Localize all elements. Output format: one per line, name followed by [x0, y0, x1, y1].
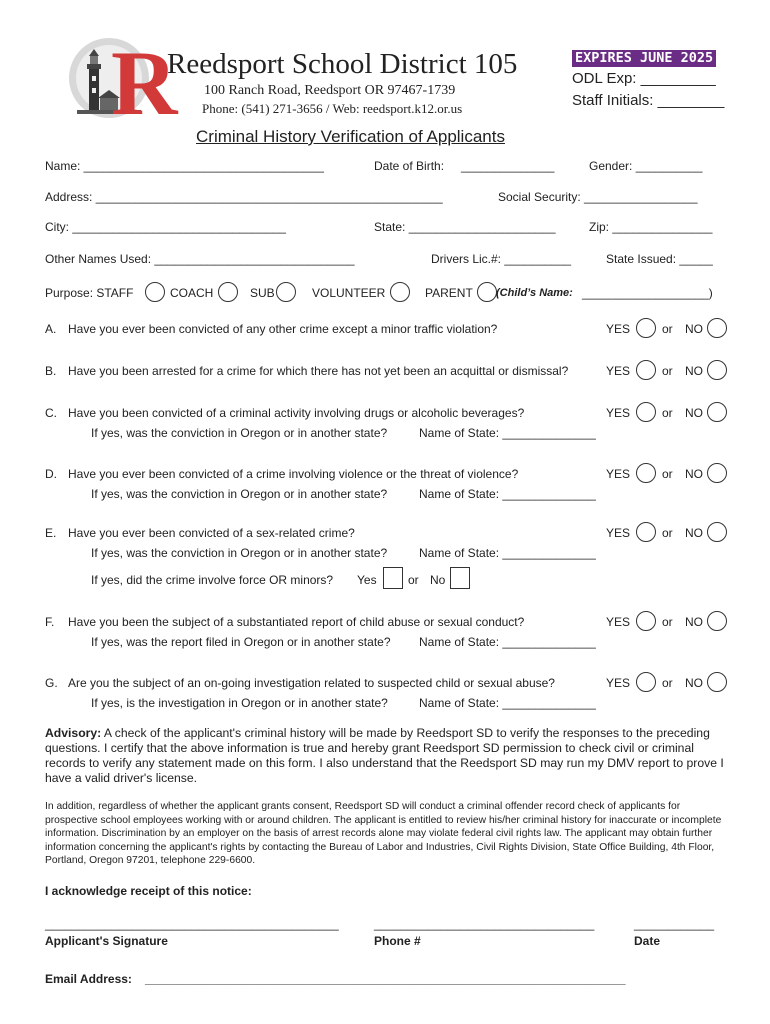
zip-field[interactable]: Zip: _______________	[589, 220, 713, 234]
or-label: or	[662, 676, 673, 690]
phone-line[interactable]: _________________________________	[374, 917, 595, 931]
yes-radio[interactable]	[636, 522, 656, 542]
no-radio[interactable]	[707, 402, 727, 422]
date-label: Date	[634, 934, 661, 948]
force-no-label: No	[430, 573, 446, 587]
notice-paragraph: In addition, regardless of whether the applicant grants consent, Reedsport SD will conduct a criminal offender record check of applicants for prospective school employees working with or around children. The applicant is entitled to review his/her criminal history for inaccurate or incomplete information. Discrimination by an employer on the basis of arrest records alone may violate federal civil rights law. The applicant may obtain further information concerning the applicant's rights by contacting the Bureau of Labor and Industries, Civil Rights Division, State Office Building, 4th Floor, Portland, Oregon 97201, telephone 229-6600.	[45, 801, 722, 866]
city-field[interactable]: City: ________________________________	[45, 220, 286, 234]
question-text: Have you been the subject of a substantiated report of child abuse or sexual conduct?	[68, 615, 525, 629]
sub-label: SUB	[250, 286, 275, 300]
question-text: Have you been arrested for a crime for which there has not yet been an acquittal or dismissal?	[68, 364, 569, 378]
gender-field[interactable]: Gender: __________	[589, 159, 703, 173]
question-text: Have you ever been convicted of any other crime except a minor traffic violation?	[68, 322, 498, 336]
phone-label: Phone #	[374, 934, 421, 948]
no-label: NO	[685, 364, 703, 378]
no-label: NO	[685, 406, 703, 420]
followup-question: If yes, was the conviction in Oregon or in another state?	[91, 487, 388, 501]
no-radio[interactable]	[707, 360, 727, 380]
name-of-state-field[interactable]: Name of State: ______________	[419, 546, 596, 560]
force-or-label: or	[408, 573, 419, 587]
no-label: NO	[685, 467, 703, 481]
district-logo	[65, 32, 178, 134]
parent-radio[interactable]	[477, 282, 497, 302]
followup-question: If yes, was the report filed in Oregon or in another state?	[91, 635, 391, 649]
no-radio[interactable]	[707, 611, 727, 631]
no-radio[interactable]	[707, 522, 727, 542]
or-label: or	[662, 615, 673, 629]
yes-radio[interactable]	[636, 318, 656, 338]
question-text: Are you the subject of an on-going investigation related to suspected child or sexual abuse?	[68, 676, 555, 690]
child-name-label: (Child’s Name:	[496, 287, 573, 299]
ssn-field[interactable]: Social Security: _________________	[498, 190, 698, 204]
coach-label: COACH	[170, 286, 214, 300]
district-title: Reedsport School District 105	[167, 48, 518, 80]
question-letter: F.	[45, 615, 55, 629]
district-address: 100 Ranch Road, Reedsport OR 97467-1739	[204, 83, 456, 98]
advisory-paragraph	[45, 726, 725, 786]
expires-badge: EXPIRES JUNE 2025	[572, 50, 716, 67]
question-text: Have you ever been convicted of a sex-related crime?	[68, 526, 355, 540]
yes-label: YES	[606, 322, 631, 336]
staff-radio[interactable]	[145, 282, 165, 302]
yes-radio[interactable]	[636, 611, 656, 631]
purpose-label: Purpose: STAFF	[45, 286, 134, 300]
no-label: NO	[685, 676, 703, 690]
yes-label: YES	[606, 406, 631, 420]
acknowledge-label: I acknowledge receipt of this notice:	[45, 884, 252, 898]
signature-line[interactable]: ____________________________________________	[45, 917, 339, 931]
name-of-state-field[interactable]: Name of State: ______________	[419, 635, 596, 649]
parent-label: PARENT	[425, 286, 473, 300]
yes-radio[interactable]	[636, 672, 656, 692]
question-letter: A.	[45, 322, 57, 336]
staff-initials-field[interactable]: Staff Initials: ________	[572, 92, 725, 109]
volunteer-label: VOLUNTEER	[312, 286, 386, 300]
name-field[interactable]: Name: ____________________________________	[45, 159, 324, 173]
no-label: NO	[685, 526, 703, 540]
yes-radio[interactable]	[636, 360, 656, 380]
child-name-field[interactable]: ___________________)	[582, 286, 713, 300]
dob-field[interactable]: ______________	[461, 159, 555, 173]
followup-question: If yes, was the conviction in Oregon or in another state?	[91, 426, 388, 440]
question-text: Have you been convicted of a criminal activity involving drugs or alcoholic beverages?	[68, 406, 525, 420]
question-text: Have you ever been convicted of a crime involving violence or the threat of violence?	[68, 467, 519, 481]
force-yes-checkbox[interactable]	[383, 567, 403, 589]
force-yes-label: Yes	[357, 573, 377, 587]
no-radio[interactable]	[707, 463, 727, 483]
dob-label: Date of Birth:	[374, 159, 445, 173]
sub-radio[interactable]	[276, 282, 296, 302]
question-letter: C.	[45, 406, 57, 420]
name-of-state-field[interactable]: Name of State: ______________	[419, 696, 596, 710]
no-label: NO	[685, 322, 703, 336]
or-label: or	[662, 322, 673, 336]
question-letter: E.	[45, 526, 57, 540]
form-title: Criminal History Verification of Applicants	[196, 127, 505, 146]
no-radio[interactable]	[707, 672, 727, 692]
odl-exp-field[interactable]: ODL Exp: _________	[572, 70, 716, 87]
followup-question: If yes, is the investigation in Oregon or in another state?	[91, 696, 388, 710]
or-label: or	[662, 364, 673, 378]
advisory-text: A check of the applicant's criminal history will be made by Reedsport SD to verify the responses to the preceding questions. I certify that the above information is true and hereby grant Reedsport SD permission to check civil or criminal records to verify any statement made on this form. I also understand that the Reedsport SD may run my DMV report to prove I have a valid driver's license.	[45, 726, 724, 785]
yes-radio[interactable]	[636, 402, 656, 422]
other-names-field[interactable]: Other Names Used: ______________________________	[45, 252, 355, 266]
yes-label: YES	[606, 526, 631, 540]
yes-radio[interactable]	[636, 463, 656, 483]
or-label: or	[662, 467, 673, 481]
applicant-signature-label: Applicant's Signature	[45, 934, 168, 948]
yes-label: YES	[606, 467, 631, 481]
followup-question: If yes, was the conviction in Oregon or in another state?	[91, 546, 388, 560]
date-line[interactable]: ____________	[634, 917, 715, 931]
name-of-state-field[interactable]: Name of State: ______________	[419, 426, 596, 440]
question-letter: G.	[45, 676, 58, 690]
yes-label: YES	[606, 364, 631, 378]
state-field[interactable]: State: ______________________	[374, 220, 556, 234]
email-line[interactable]: ________________________________________________________________________	[145, 972, 626, 986]
coach-radio[interactable]	[218, 282, 238, 302]
force-no-checkbox[interactable]	[450, 567, 470, 589]
no-label: NO	[685, 615, 703, 629]
email-label: Email Address:	[45, 972, 132, 986]
drivers-license-field[interactable]: Drivers Lic.#: __________	[431, 252, 572, 266]
logo-letter: R	[111, 32, 178, 134]
state-issued-field[interactable]: State Issued: _____	[606, 252, 713, 266]
advisory-label: Advisory:	[45, 726, 102, 740]
question-letter: B.	[45, 364, 57, 378]
question-letter: D.	[45, 467, 57, 481]
yes-label: YES	[606, 676, 631, 690]
yes-label: YES	[606, 615, 631, 629]
or-label: or	[662, 526, 673, 540]
force-question: If yes, did the crime involve force OR minors?	[91, 573, 334, 587]
name-of-state-field[interactable]: Name of State: ______________	[419, 487, 596, 501]
or-label: or	[662, 406, 673, 420]
no-radio[interactable]	[707, 318, 727, 338]
volunteer-radio[interactable]	[390, 282, 410, 302]
address-field[interactable]: Address: ____________________________________________________	[45, 190, 443, 204]
district-contact: Phone: (541) 271-3656 / Web: reedsport.k12.or.us	[202, 101, 463, 116]
